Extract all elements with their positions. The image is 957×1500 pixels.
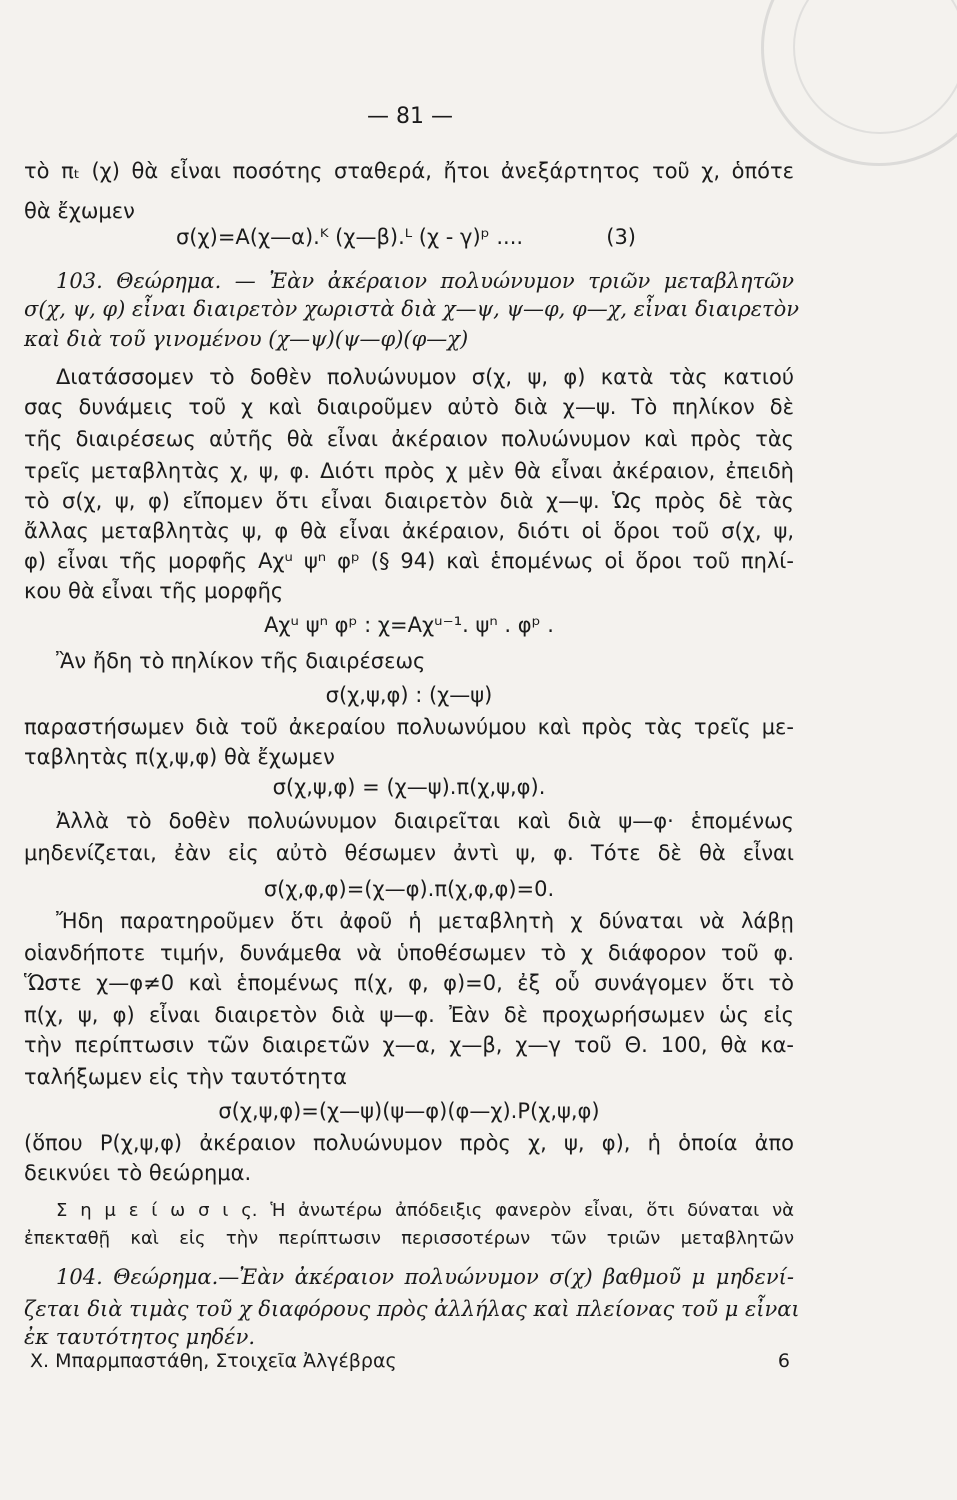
text-line: φ) εἶναι τῆς μορφῆς Αχᵘ ψⁿ φᵖ (§ 94) καὶ ἑπομένως οἱ ὅροι τοῦ πηλί- (24, 549, 794, 573)
theorem-text: ἐκ ταυτότητος μηδέν. (24, 1325, 256, 1349)
text-line: παραστήσωμεν διὰ τοῦ ἀκεραίου πολυωνύμου καὶ πρὸς τὰς τρεῖς με- (24, 715, 794, 739)
text-line: οἱανδήποτε τιμήν, δυνάμεθα νὰ ὑποθέσωμεν τὸ χ διάφορον τοῦ φ. (24, 941, 794, 965)
text-line: τὸ σ(χ, ψ, φ) εἴπομεν ὅτι εἶναι διαιρετὸν διὰ χ—ψ. Ὡς πρὸς δὲ τὰς (24, 489, 794, 513)
text-line: κου θὰ εἶναι τῆς μορφῆς (24, 579, 284, 603)
theorem-text: σ(χ, ψ, φ) εἶναι διαιρετὸν χωριστὰ διὰ χ—ψ, ψ—φ, φ—χ, εἶναι διαιρετὸν (24, 297, 800, 321)
text-line: Ὥστε χ—φ≠0 καὶ ἑπομένως π(χ, φ, φ)=0, ἐξ οὗ συνάγομεν ὅτι τὸ (24, 971, 794, 995)
note-line: ἐπεκταθῇ καὶ εἰς τὴν περίπτωσιν περισσοτέρων τῶν τριῶν μεταβλητῶν (24, 1228, 794, 1249)
text-line: Ἂν ἤδη τὸ πηλίκον τῆς διαιρέσεως (56, 649, 426, 673)
text-line: μηδενίζεται, ἐὰν εἰς αὐτὸ θέσωμεν ἀντὶ ψ, φ. Τότε δὲ θὰ εἶναι (24, 841, 794, 865)
equation-line (176, 222, 636, 252)
text-line: τῆς διαιρέσεως αὐτῆς θὰ εἶναι ἀκέραιον πολυώνυμον καὶ πρὸς τὰς (24, 427, 794, 451)
equation: σ(χ,ψ,φ) = (χ—ψ).π(χ,ψ,φ). (272, 775, 546, 799)
theorem-text: καὶ διὰ τοῦ γινομένου (χ—ψ)(ψ—φ)(φ—χ) (24, 327, 469, 351)
text-line: ἄλλας μεταβλητὰς ψ, φ θὰ εἶναι ἀκέραιον, διότι οἱ ὅροι τοῦ σ(χ, ψ, (24, 519, 794, 543)
note-line: Σ η μ ε ί ω σ ι ς. Ἡ ἀνωτέρω ἀπόδειξις φανερὸν εἶναι, ὅτι δύναται νὰ (56, 1200, 794, 1221)
text-line: τὴν περίπτωσιν τῶν διαιρετῶν χ—α, χ—β, χ—γ τοῦ Θ. 100, θὰ κα- (24, 1033, 794, 1057)
text-line: τὸ πₜ (χ) θὰ εἶναι ποσότης σταθερά, ἤτοι ἀνεξάρτητος τοῦ χ, ὁπότε (24, 159, 794, 183)
text-line: τρεῖς μεταβλητὰς χ, ψ, φ. Διότι πρὸς χ μὲν θὰ εἶναι ἀκέραιον, ἐπειδὴ (24, 459, 794, 483)
footer-author: Χ. Μπαρμπαστάθη, Στοιχεῖα Ἀλγέβρας (30, 1350, 397, 1372)
page-footer (30, 1350, 790, 1372)
theorem-heading: 103. Θεώρημα. — Ἐὰν ἀκέραιον πολυώνυμον τριῶν μεταβλητῶν (56, 269, 794, 293)
equation: σ(χ,φ,φ)=(χ—φ).π(χ,φ,φ)=0. (263, 877, 555, 901)
theorem-heading: 104. Θεώρημα.—Ἐὰν ἀκέραιον πολυώνυμον σ(χ) βαθμοῦ μ μηδενί- (56, 1265, 794, 1289)
equation-number: (3) (606, 225, 636, 249)
text-line: π(χ, ψ, φ) εἶναι διαιρετὸν διὰ ψ—φ. Ἐὰν δὲ προχωρήσωμεν ὡς εἰς (24, 1003, 794, 1027)
equation: σ(χ,ψ,φ)=(χ—ψ)(ψ—φ)(φ—χ).Ρ(χ,ψ,φ) (218, 1099, 600, 1123)
text-line: σας δυνάμεις τοῦ χ καὶ διαιροῦμεν αὐτὸ διὰ χ—ψ. Τὸ πηλίκον δὲ (24, 395, 794, 419)
signature-number: 6 (777, 1350, 790, 1372)
text-line: θὰ ἔχωμεν (24, 199, 135, 223)
text-line: ταλήξωμεν εἰς τὴν ταυτότητα (24, 1065, 348, 1089)
text-line: Ἤδη παρατηροῦμεν ὅτι ἀφοῦ ἡ μεταβλητὴ χ δύναται νὰ λάβῃ (56, 909, 794, 933)
equation: Αχᵘ ψⁿ φᵖ : χ=Αχᵘ⁻¹. ψⁿ . φᵖ . (264, 613, 554, 637)
text-line: ταβλητὰς π(χ,ψ,φ) θὰ ἔχωμεν (24, 745, 335, 769)
equation: σ(χ,ψ,φ) : (χ—ψ) (325, 683, 493, 707)
text-line: Διατάσσομεν τὸ δοθὲν πολυώνυμον σ(χ, ψ, φ) κατὰ τὰς κατιού (56, 365, 794, 389)
text-line: Ἀλλὰ τὸ δοθὲν πολυώνυμον διαιρεῖται καὶ διὰ ψ—φ· ἑπομένως (56, 809, 794, 833)
text-line: (ὅπου Ρ(χ,ψ,φ) ἀκέραιον πολυώνυμον πρὸς χ, ψ, φ), ἡ ὁποία ἀπο (24, 1131, 794, 1155)
theorem-text: ζεται διὰ τιμὰς τοῦ χ διαφόρους πρὸς ἀλλήλας καὶ πλείονας τοῦ μ εἶναι (24, 1297, 800, 1321)
equation: σ(χ)=Α(χ—α).ᴷ (χ—β).ᴸ (χ - γ)ᵖ .... (176, 225, 524, 249)
page-number: — 81 — (367, 104, 453, 129)
text-line: δεικνύει τὸ θεώρημα. (24, 1161, 252, 1185)
